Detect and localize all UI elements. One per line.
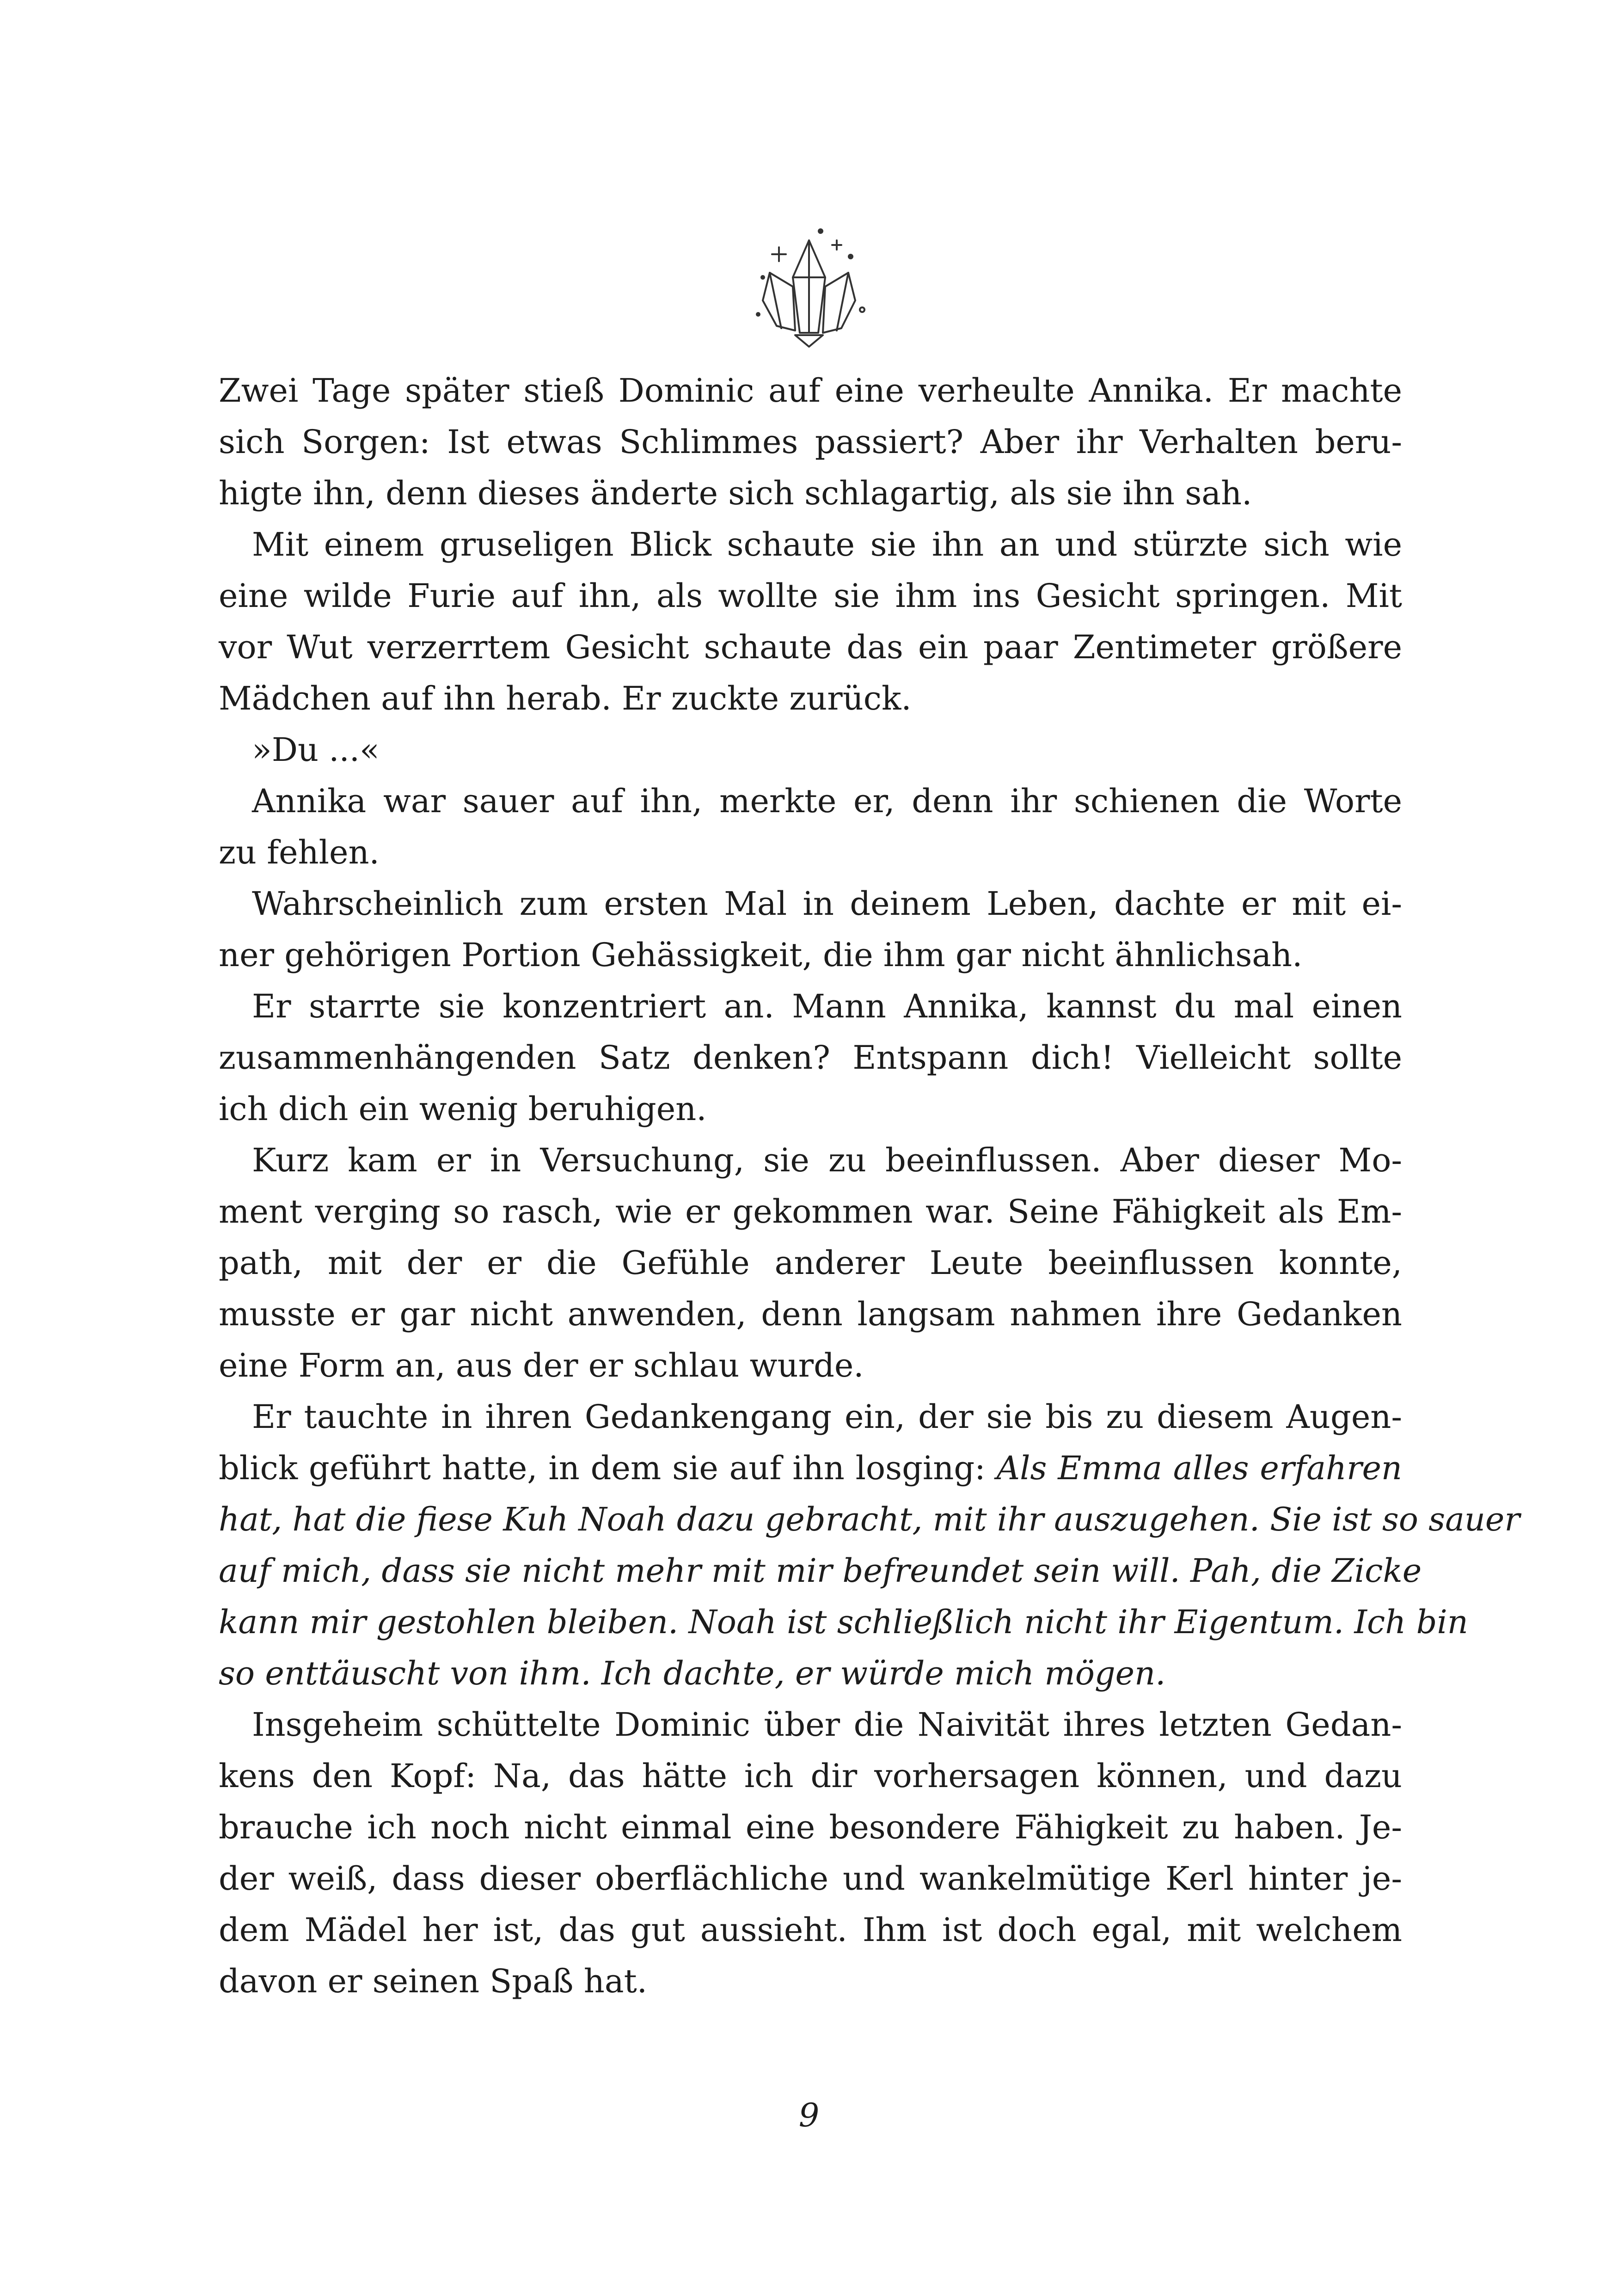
text-line: Annika war sauer auf ihn, merkte er, denn ihr schienen die Worte [252, 782, 1402, 820]
italic-fragment: Als Emma alles erfahren [996, 1449, 1402, 1487]
text-line: eine Form an, aus der er schlau wurde. [219, 1347, 864, 1384]
text-line: der weiß, dass dieser oberflächliche und wankelmütige Kerl hinter je- [219, 1860, 1402, 1898]
text-line: hat, hat die fiese Kuh Noah dazu gebracht, mit ihr auszugehen. Sie ist so sauer [219, 1500, 1520, 1538]
body-text [219, 365, 1520, 2007]
text-line: sich Sorgen: Ist etwas Schlimmes passiert? Aber ihr Verhalten beru- [219, 423, 1402, 461]
text-fragment: blick geführt hatte, in dem sie auf ihn losging: [219, 1449, 997, 1487]
text-line: path, mit der er die Gefühle anderer Leute beeinflussen konnte, [219, 1244, 1402, 1282]
text-line: Insgeheim schüttelte Dominic über die Naivität ihres letzten Gedan- [252, 1706, 1402, 1744]
text-line: kens den Kopf: Na, das hätte ich dir vorhersagen können, und dazu [219, 1757, 1402, 1795]
text-line: musste er gar nicht anwenden, denn langsam nahmen ihre Gedanken [219, 1295, 1402, 1333]
text-line: brauche ich noch nicht einmal eine besondere Fähigkeit zu haben. Je- [219, 1808, 1402, 1846]
page-number: 9 [798, 2096, 820, 2134]
text-line: Mädchen auf ihn herab. Er zuckte zurück. [219, 680, 912, 717]
text-line: Wahrscheinlich zum ersten Mal in deinem Leben, dachte er mit ei- [252, 885, 1402, 923]
text-line: zusammenhängenden Satz denken? Entspann dich! Vielleicht sollte [219, 1039, 1402, 1077]
text-line: ich dich ein wenig beruhigen. [219, 1090, 707, 1128]
text-line: higte ihn, denn dieses änderte sich schlagartig, als sie ihn sah. [219, 474, 1252, 512]
text-line: Kurz kam er in Versuchung, sie zu beeinflussen. Aber dieser Mo- [252, 1141, 1402, 1179]
crystal-cluster-icon [744, 222, 874, 356]
text-line: so enttäuscht von ihm. Ich dachte, er würde mich mögen. [219, 1654, 1166, 1692]
text-line: »Du ...« [252, 731, 380, 769]
text-line: vor Wut verzerrtem Gesicht schaute das ein paar Zentimeter größere [219, 628, 1402, 666]
text-line: dem Mädel her ist, das gut aussieht. Ihm ist doch egal, mit welchem [219, 1911, 1402, 1949]
text-line: zu fehlen. [219, 833, 380, 871]
text-line: auf mich, dass sie nicht mehr mit mir befreundet sein will. Pah, die Zicke [219, 1552, 1422, 1590]
text-line [219, 1443, 1402, 1494]
text-line: ment verging so rasch, wie er gekommen war. Seine Fähigkeit als Em- [219, 1193, 1402, 1231]
text-line: eine wilde Furie auf ihn, als wollte sie ihm ins Gesicht springen. Mit [219, 577, 1402, 615]
text-line: kann mir gestohlen bleiben. Noah ist schließlich nicht ihr Eigentum. Ich bin [219, 1603, 1468, 1641]
text-line: Zwei Tage später stieß Dominic auf eine verheulte Annika. Er machte [219, 372, 1402, 410]
text-line: Er starrte sie konzentriert an. Mann Annika, kannst du mal einen [252, 987, 1402, 1025]
text-line: ner gehörigen Portion Gehässigkeit, die ihm gar nicht ähnlichsah. [219, 936, 1303, 974]
text-line: Er tauchte in ihren Gedankengang ein, der sie bis zu diesem Augen- [252, 1398, 1402, 1436]
text-line: davon er seinen Spaß hat. [219, 1962, 647, 2000]
text-line: Mit einem gruseligen Blick schaute sie ihn an und stürzte sich wie [252, 526, 1402, 563]
